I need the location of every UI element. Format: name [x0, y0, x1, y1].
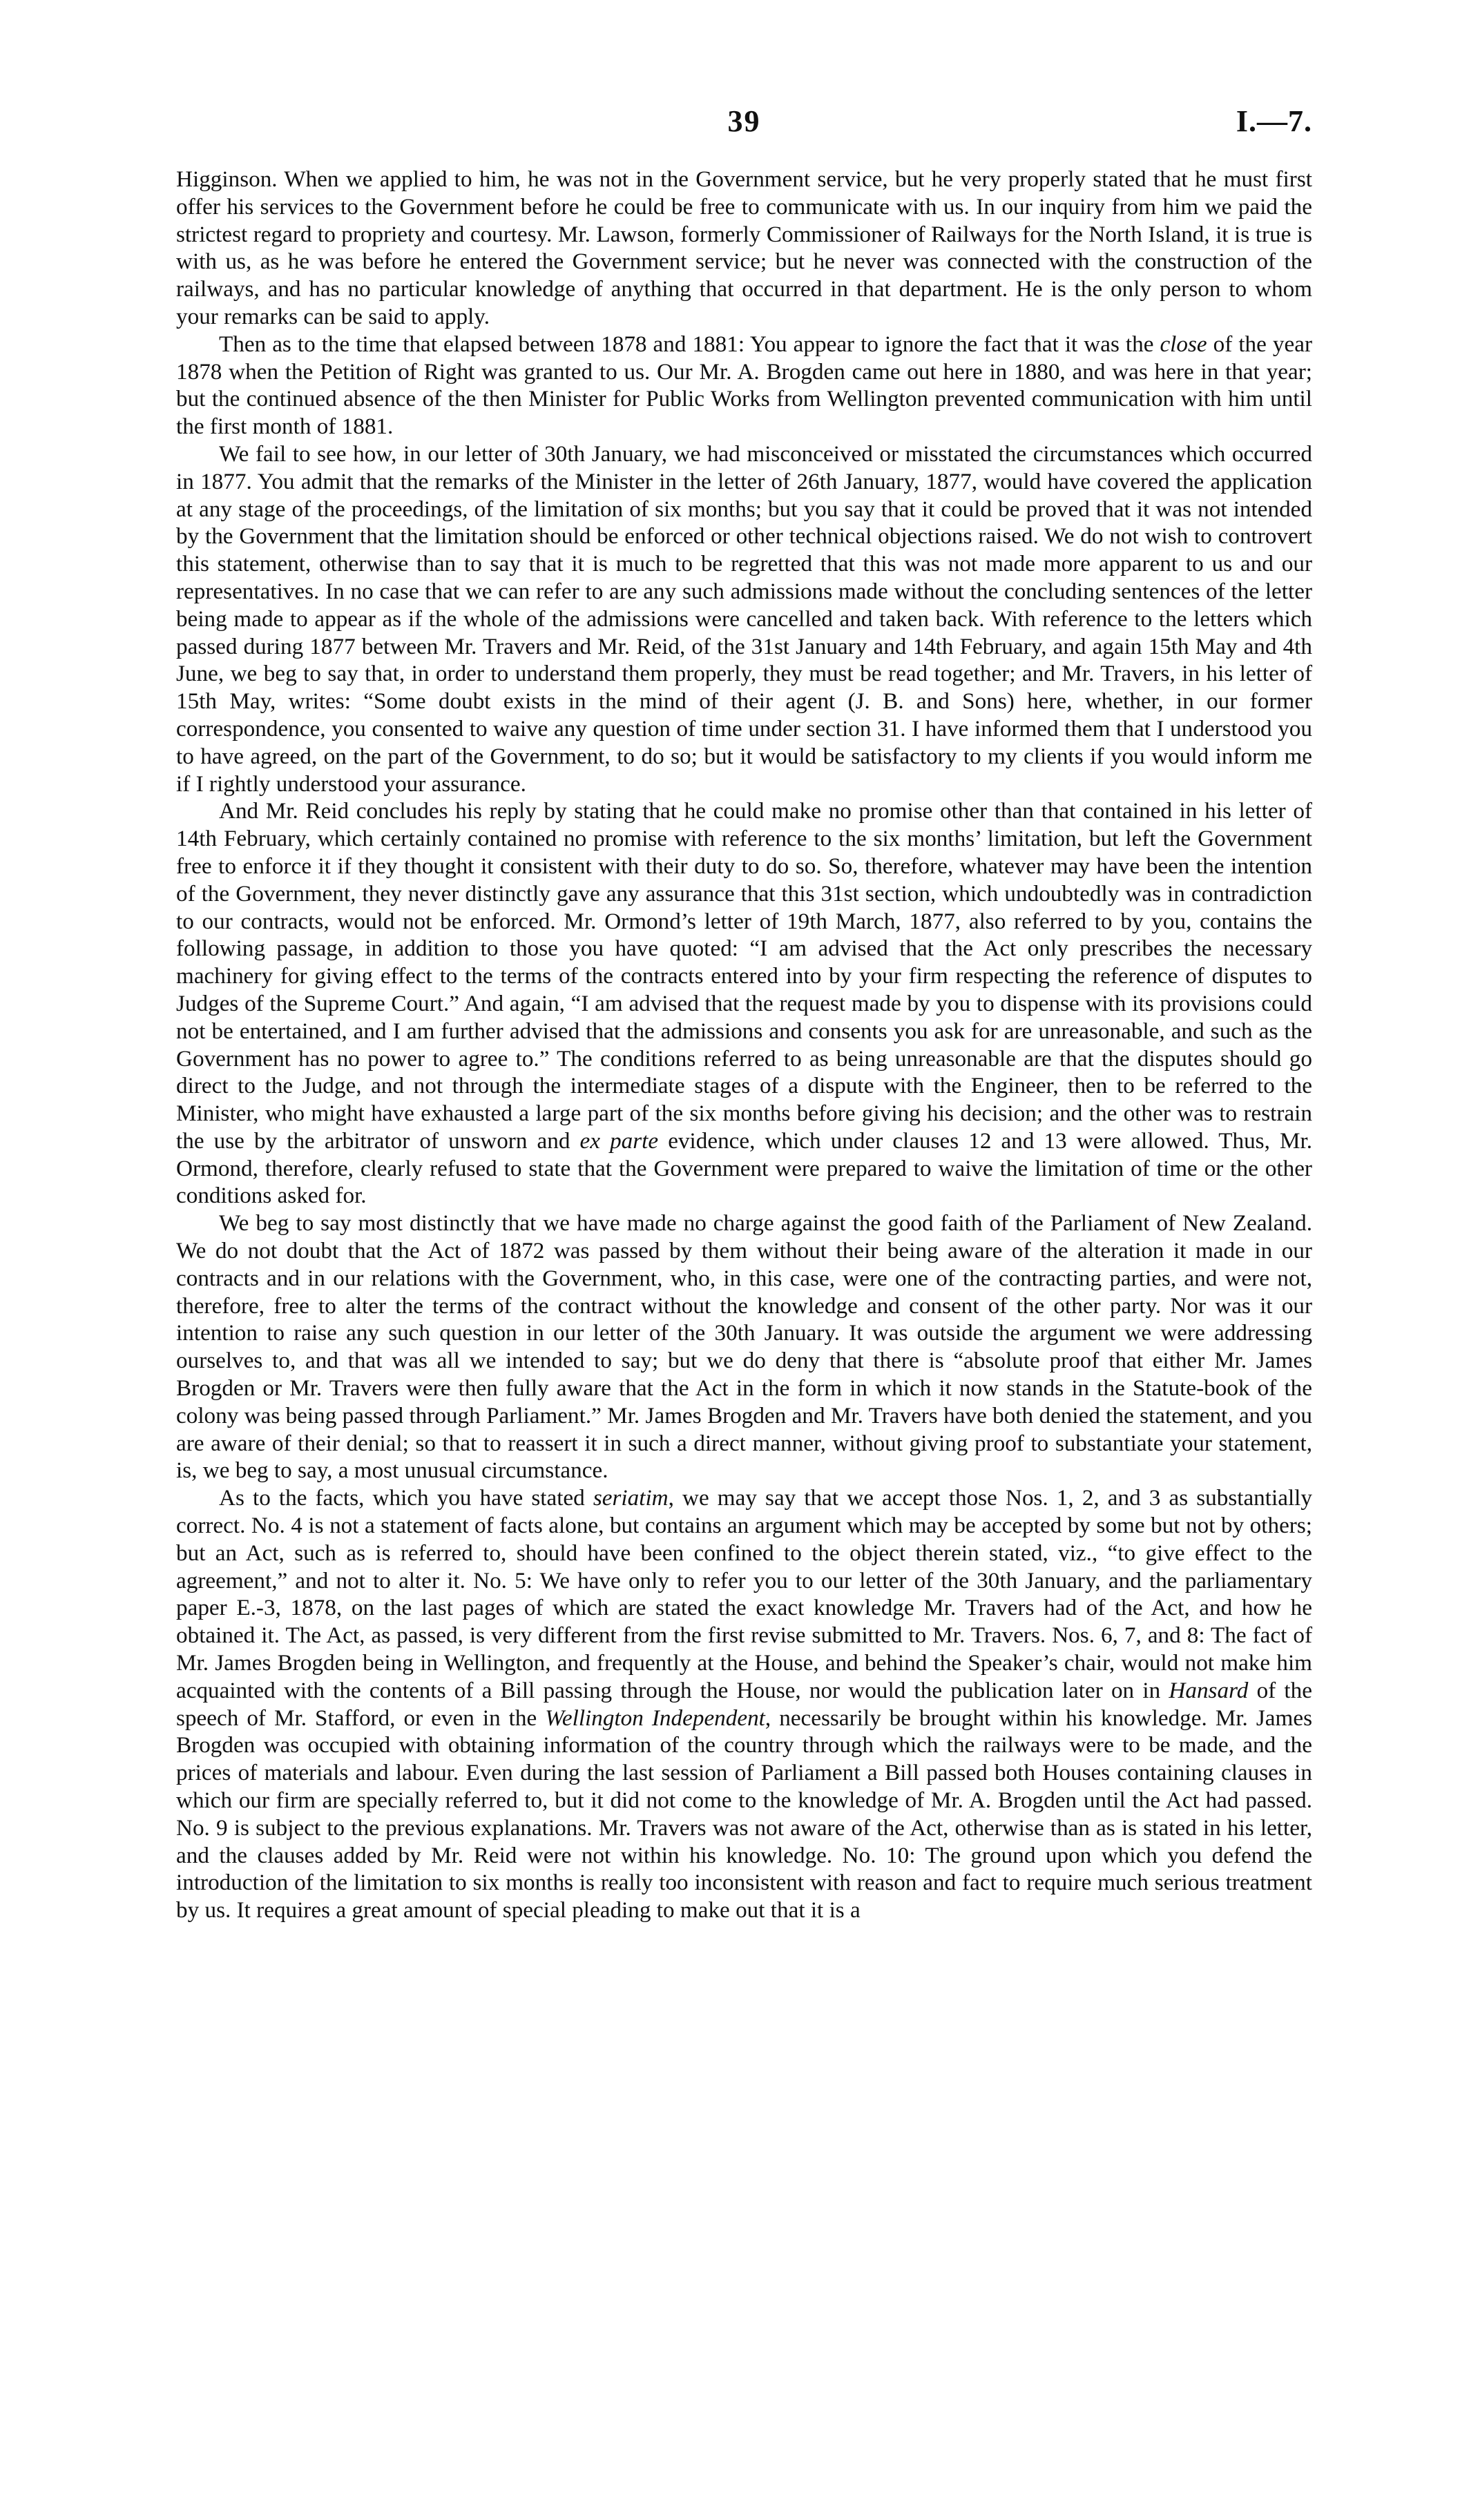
document-reference: I.—7. [1236, 104, 1312, 138]
paragraph [176, 331, 1312, 440]
paragraph-text: As to the facts, which you have stated [219, 1485, 593, 1511]
paragraph-text: We fail to see how, in our letter of 30th January, we had misconceived or misstated the circumstances which occurred in 1877. You admit that the remarks of the Minister in the letter of 26th January, 1877, would have covered the application at any stage of the proceedings, of the limitation of six months; but you say that it could be proved that it was not intended by the Government that the limitation should be enforced or other technical objections raised. We do not wish to controvert this statement, otherwise than to say that it is much to be regretted that this was not made more apparent to us and our representatives. In no case that we can refer to are any such admissions made without the concluding sentences of the letter being made to appear as if the whole of the admissions were cancelled and taken back. With reference to the letters which passed during 1877 between Mr. Travers and Mr. Reid, of the 31st January and 14th February, and again 15th May and 4th June, we beg to say that, in order to understand them properly, they must be read together; and Mr. Travers, in his letter of 15th May, writes: “Some doubt exists in the mind of their agent (J. B. and Sons) here, whether, in our former correspondence, you consented to waive any question of time under section 31. I have informed them that I understood you to have agreed, on the part of the Government, to do so; but it would be satisfactory to my clients if you would inform me if I rightly understood your assurance. [176, 440, 1312, 797]
page-number: 39 [727, 104, 761, 138]
page-header [176, 104, 1312, 145]
paragraph-text: Then as to the time that elapsed between 1878 and 1881: You appear to ignore the fact that it was the [219, 331, 1160, 357]
paragraph [176, 1210, 1312, 1484]
paragraph [176, 440, 1312, 797]
paragraph-text: of the year 1878 when the Petition of Right was granted to us. Our Mr. A. Brogden came out here in 1880, and was here in that year; but the continued absence of the then Minister for Public Works from Wellington prevented communication with him until the first month of 1881. [176, 331, 1312, 440]
paragraph-text: Higginson. When we applied to him, he was not in the Government service, but he very properly stated that he must first offer his services to the Government before he could be free to communicate with us. In our inquiry from him we paid the strictest regard to propriety and courtesy. Mr. Lawson, formerly Commissioner of Railways for the North Island, it is true is with us, as he was before he entered the Government service; but he never was connected with the construction of the railways, and has no particular knowledge of anything that occurred in that department. He is the only person to whom your remarks can be said to apply. [176, 166, 1312, 329]
body-text [176, 166, 1312, 1924]
paragraph [176, 1484, 1312, 1924]
paragraph [176, 166, 1312, 331]
italic-text: Hansard [1169, 1677, 1249, 1703]
italic-text: ex parte [579, 1127, 659, 1154]
paragraph-text: evidence, which under clauses 12 and 13 were allowed. Thus, Mr. Ormond, therefore, clearly refused to state that the Government were prepared to waive the limitation of time or the other conditions asked for. [176, 1127, 1313, 1209]
paragraph [176, 797, 1312, 1210]
paragraph-text: , necessarily be brought within his knowledge. Mr. James Brogden was occupied with obtaining information of the country through which the railways were to be made, and the prices of materials and labour. Even during the last session of Parliament a Bill passed both Houses containing clauses in which our firm are specially referred to, but it did not come to the knowledge of Mr. A. Brogden until the Act had passed. No. 9 is subject to the previous explanations. Mr. Travers was not aware of the Act, otherwise than as is stated in his letter, and the clauses added by Mr. Reid were not within his knowledge. No. 10: The ground upon which you defend the introduction of the limitation to six months is really too inconsistent with reason and fact to require much serious treatment by us. It requires a great amount of special pleading to make out that it is a [176, 1705, 1312, 1923]
italic-text: Wellington Independent [545, 1705, 765, 1731]
italic-text: close [1160, 331, 1207, 357]
paragraph-text: We beg to say most distinctly that we have made no charge against the good faith of the Parliament of New Zealand. We do not doubt that the Act of 1872 was passed by them without their being aware of the alteration it made in our contracts and in our relations with the Government, who, in this case, were one of the contracting parties, and were not, therefore, free to alter the terms of the contract without the knowledge and consent of the other party. Nor was it our intention to raise any such question in our letter of the 30th January. It was outside the argument we were addressing ourselves to, and that was all we intended to say; but we do deny that there is “absolute proof that either Mr. James Brogden or Mr. Travers were then fully aware that the Act in the form in which it now stands in the Statute-book of the colony was being passed through Parliament.” Mr. James Brogden and Mr. Travers have both denied the statement, and you are aware of their denial; so that to reassert it in such a direct manner, without giving proof to substantiate your statement, is, we beg to say, a most unusual circumstance. [176, 1210, 1312, 1484]
paragraph-text: , we may say that we accept those Nos. 1, 2, and 3 as substantially correct. No. 4 is not a statement of facts alone, but contains an argument which may be accepted by some but not by others; but an Act, such as is referred to, should have been confined to the object therein stated, viz., “to give effect to the agreement,” and not to alter it. No. 5: We have only to refer you to our letter of the 30th January, and the parliamentary paper E.-3, 1878, on the last pages of which are stated the exact knowledge Mr. Travers had of the Act, and how he obtained it. The Act, as passed, is very different from the first revise submitted to Mr. Travers. Nos. 6, 7, and 8: The fact of Mr. James Brogden being in Wellington, and frequently at the House, and behind the Speaker’s chair, would not make him acquainted with the contents of a Bill passing through the House, nor would the publication later on in [176, 1485, 1312, 1703]
italic-text: seriatim [593, 1485, 669, 1511]
paragraph-text: of the speech of Mr. Stafford, or even in the [176, 1677, 1312, 1731]
paragraph-text: And Mr. Reid concludes his reply by stating that he could make no promise other than that contained in his letter of 14th February, which certainly contained no promise with reference to the six months’ limitation, but left the Government free to enforce it if they thought it consistent with their duty to do so. So, therefore, whatever may have been the intention of the Government, they never distinctly gave any assurance that this 31st section, which undoubtedly was in contradiction to our contracts, would not be enforced. Mr. Ormond’s letter of 19th March, 1877, also referred to by you, contains the following passage, in addition to those you have quoted: “I am advised that the Act only prescribes the necessary machinery for giving effect to the terms of the contracts entered into by your firm respecting the reference of disputes to Judges of the Supreme Court.” And again, “I am advised that the request made by you to dispense with its provisions could not be entertained, and I am further advised that the admissions and consents you ask for are unreasonable, and such as the Government has no power to agree to.” The conditions referred to as being unreasonable are that the disputes should go direct to the Judge, and not through the intermediate stages of a dispute with the Engineer, then to be referred to the Minister, who might have exhausted a large part of the six months before giving his decision; and the other was to restrain the use by the arbitrator of unsworn and [176, 798, 1312, 1154]
